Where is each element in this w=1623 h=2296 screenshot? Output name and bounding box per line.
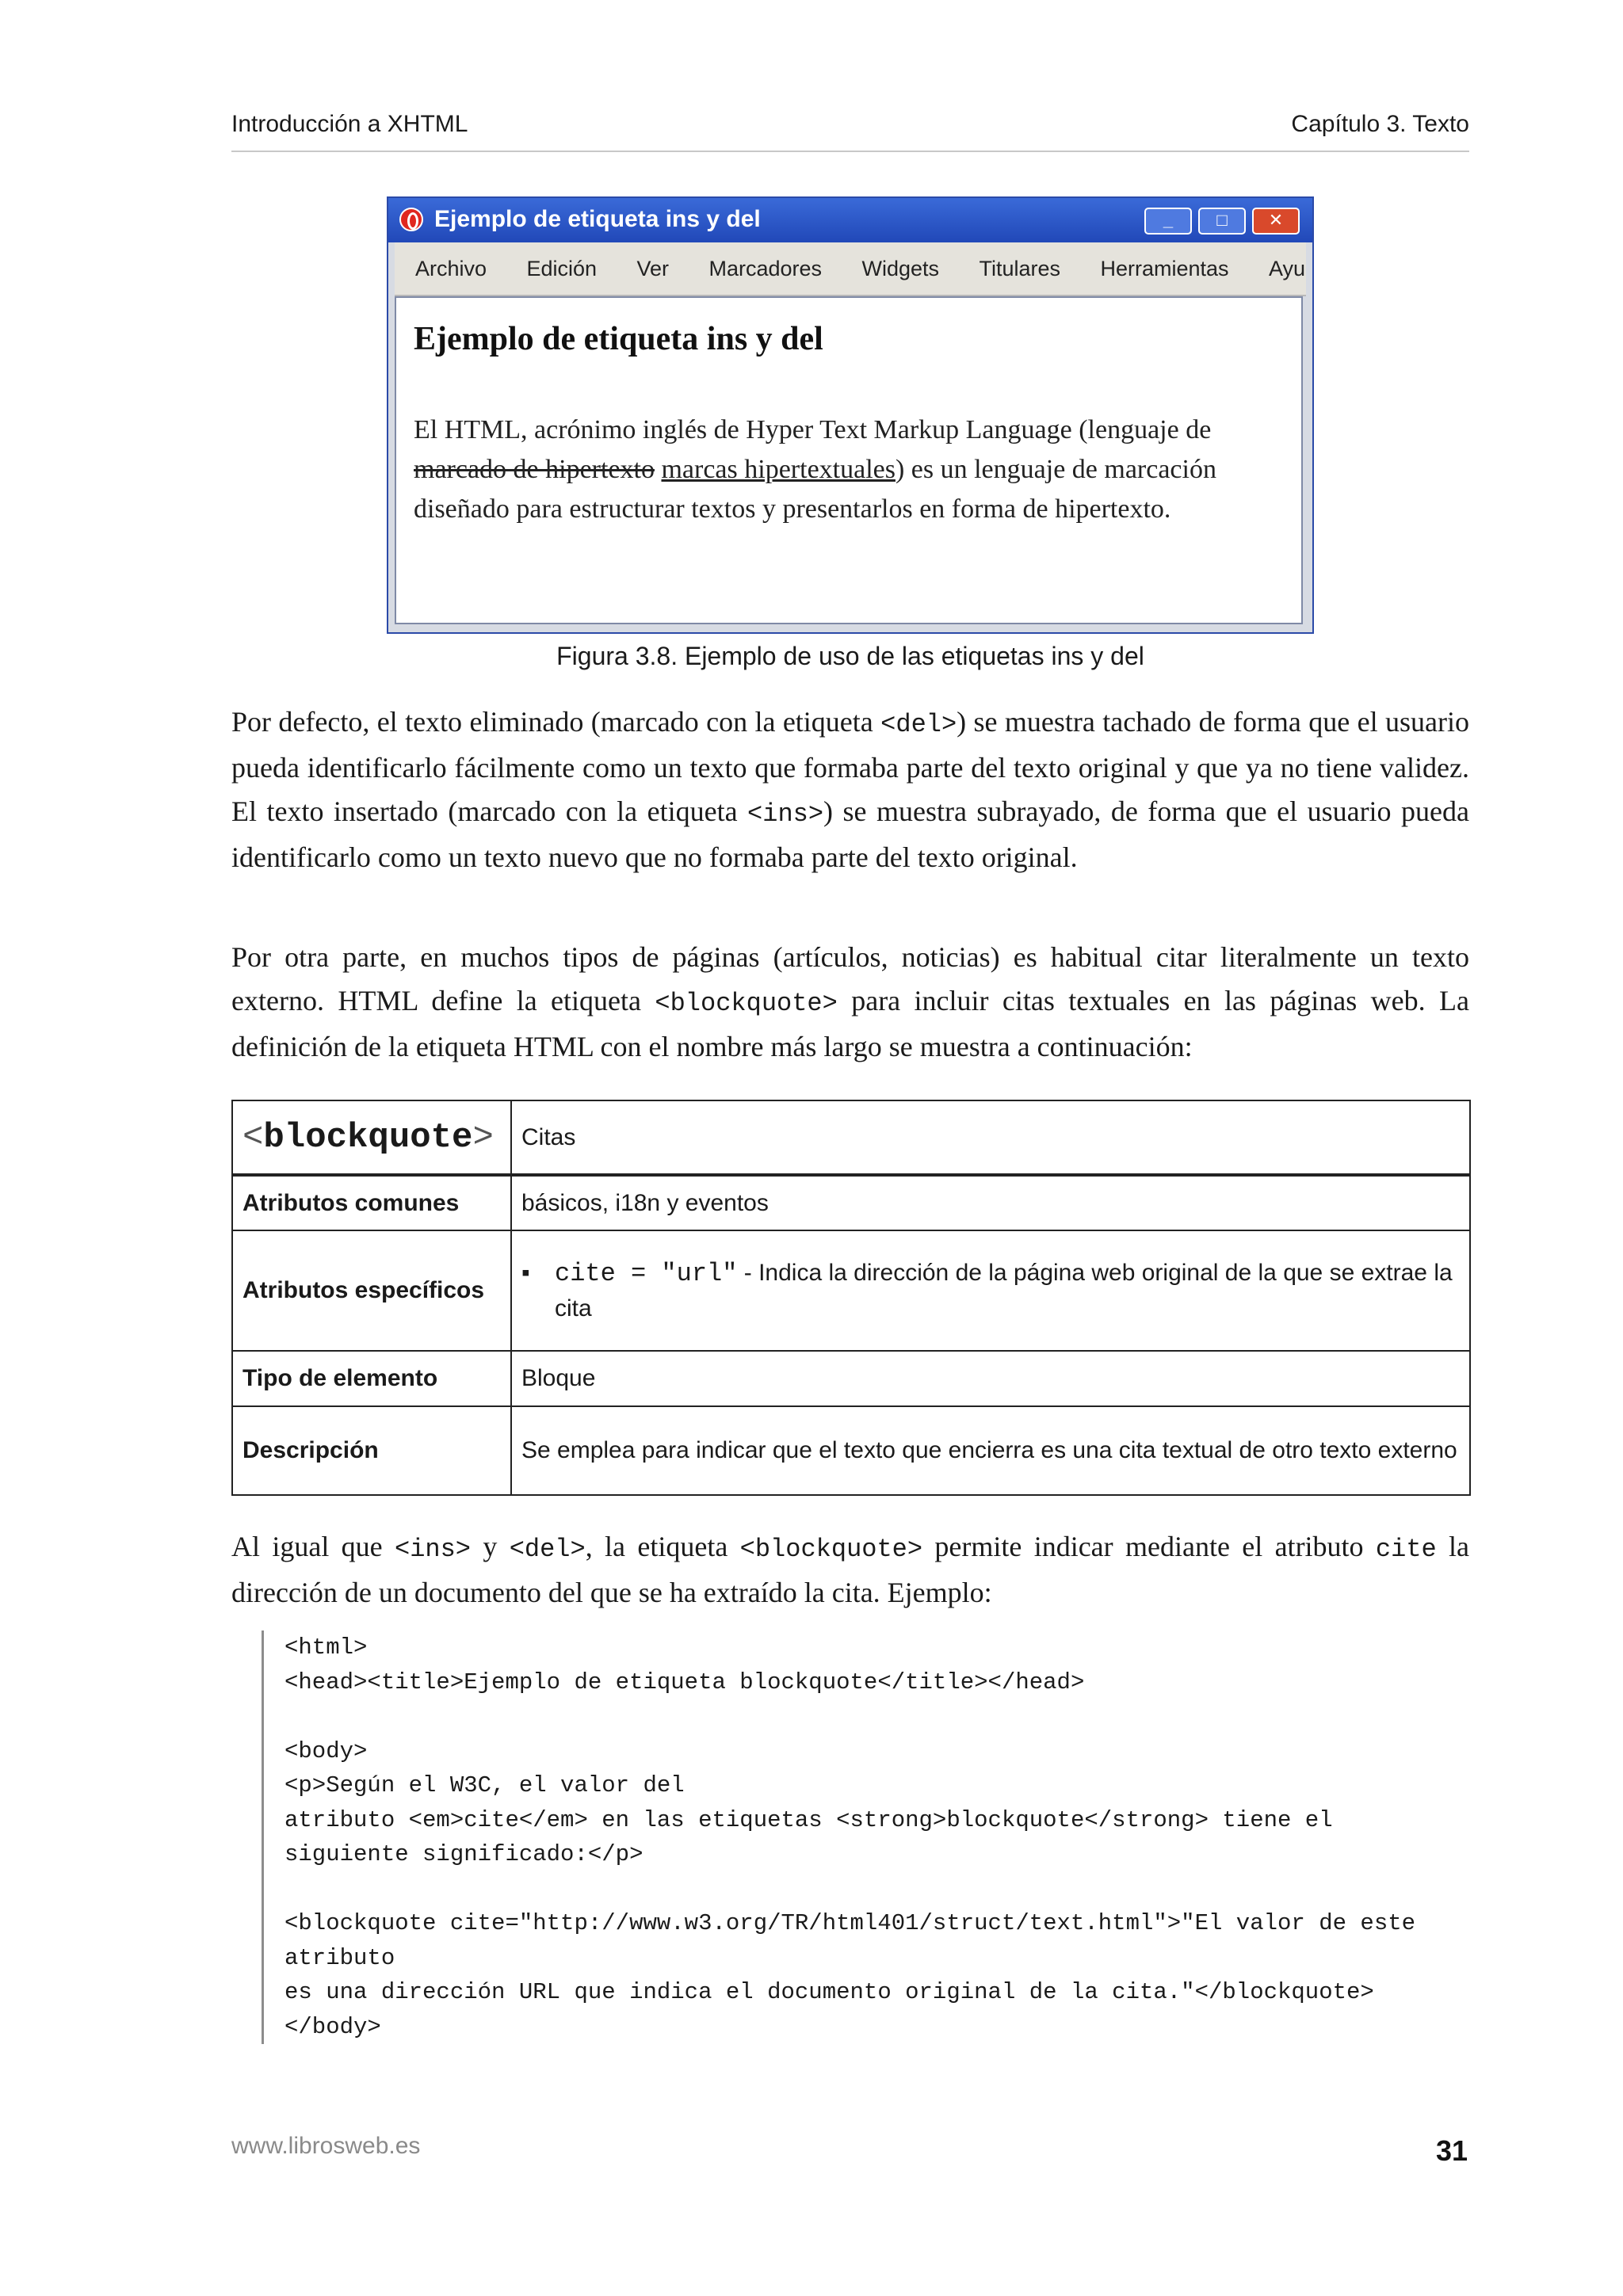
table-key: Descripción xyxy=(232,1406,511,1495)
minimize-icon[interactable]: _ xyxy=(1144,208,1192,235)
code-del: <del> xyxy=(509,1535,586,1564)
table-value: Bloque xyxy=(511,1351,1470,1406)
tag-bracket: > xyxy=(472,1117,494,1158)
text: para incluir citas textuales en las páginas web. La definición de la etiqueta HTML con el nombre más largo se muestra a continuación: xyxy=(231,985,1469,1062)
inserted-text[interactable]: marcas hipertextuales xyxy=(661,455,896,484)
opera-logo-icon xyxy=(399,208,423,231)
chapter-title: Capítulo 3. Texto xyxy=(1291,111,1469,137)
paragraph-default-rendering xyxy=(231,700,1469,879)
text: y xyxy=(471,1531,510,1562)
menu-widgets[interactable]: Widgets xyxy=(861,257,940,280)
menu-edicion[interactable]: Edición xyxy=(526,257,598,280)
window-title: Ejemplo de etiqueta ins y del xyxy=(434,206,761,232)
code-line: </body> xyxy=(285,2013,381,2040)
attr-code: cite = "url" xyxy=(555,1258,738,1288)
code-del: <del> xyxy=(880,710,957,739)
code-line: <blockquote cite="http://www.w3.org/TR/html401/struct/text.html">"El valor de este xyxy=(285,1910,1416,1936)
tag-desc-cell: Citas xyxy=(511,1100,1470,1175)
menu-bar xyxy=(395,242,1306,296)
text: ) se muestra tachado de forma que el usuario pueda identificarlo fácilmente como un texto que formaba parte del texto original y que ya no tiene validez. El texto insertado (marcado con la etiqueta xyxy=(231,706,1469,827)
code-ins: <ins> xyxy=(394,1535,471,1564)
text: Al igual que xyxy=(231,1531,395,1562)
code-line: <html> xyxy=(285,1634,368,1661)
bullet-icon: ▪ xyxy=(521,1259,530,1286)
code-line: atributo xyxy=(285,1944,395,1971)
code-line: siguiente significado:</p> xyxy=(285,1841,643,1867)
table-row xyxy=(232,1351,1470,1406)
figure-text-before: El HTML, acrónimo inglés de Hyper Text Markup Language (lenguaje de xyxy=(414,415,1212,444)
table-value xyxy=(511,1230,1470,1351)
blockquote-reference-table xyxy=(231,1100,1471,1496)
table-key: Tipo de elemento xyxy=(232,1351,511,1406)
text: Por otra parte, en muchos tipos de páginas (artículos, noticias) es habitual citar literalmente un texto externo. HTML define la etiqueta xyxy=(231,941,1469,1016)
running-header xyxy=(231,111,1469,152)
figure-heading: Ejemplo de etiqueta ins y del xyxy=(414,321,823,357)
book-title: Introducción a XHTML xyxy=(231,111,468,137)
code-line: <body> xyxy=(285,1737,368,1764)
code-line: es una dirección URL que indica el documento original de la cita."</blockquote> xyxy=(285,1979,1374,2005)
maximize-icon[interactable]: □ xyxy=(1198,208,1246,235)
text: la dirección de un documento del que se ha extraído la cita. Ejemplo: xyxy=(231,1531,1470,1608)
menu-herramientas[interactable]: Herramientas xyxy=(1100,257,1229,280)
footer-url[interactable]: www.librosweb.es xyxy=(231,2133,421,2159)
figure-paragraph xyxy=(414,410,1293,529)
menu-ver[interactable]: Ver xyxy=(636,257,670,280)
code-line: <p>Según el W3C, el valor del xyxy=(285,1772,685,1798)
code-ins: <ins> xyxy=(747,799,824,829)
figure-caption: Figura 3.8. Ejemplo de uso de las etiquetas ins y del xyxy=(556,642,1144,670)
code-line: <head><title>Ejemplo de etiqueta blockquote</title></head> xyxy=(285,1669,1085,1695)
code-blockquote: <blockquote> xyxy=(655,989,838,1018)
window-titlebar xyxy=(388,198,1312,242)
figure-text-after: ) es un lenguaje de marcación diseñado para estructurar textos y presentarlos en forma de hipertexto. xyxy=(414,455,1216,524)
attr-description: - Indica la dirección de la página web original de la que se extrae la cita xyxy=(555,1259,1453,1322)
table-key: Atributos específicos xyxy=(232,1230,511,1351)
table-key: Atributos comunes xyxy=(232,1175,511,1230)
menu-archivo[interactable]: Archivo xyxy=(415,257,487,280)
table-row xyxy=(232,1100,1470,1175)
table-value: básicos, i18n y eventos xyxy=(511,1175,1470,1230)
table-row xyxy=(232,1175,1470,1230)
text: permite indicar mediante el atributo xyxy=(922,1531,1376,1562)
code-blockquote: <blockquote> xyxy=(739,1535,923,1564)
deleted-text: marcado de hipertexto xyxy=(414,455,655,484)
table-row xyxy=(232,1230,1470,1351)
text: ) se muestra subrayado, de forma que el usuario pueda identificarlo como un texto nuevo que no formaba parte del texto original. xyxy=(231,795,1469,873)
table-value: Se emplea para indicar que el texto que encierra es una cita textual de otro texto externo xyxy=(511,1406,1470,1495)
tag-name-cell xyxy=(232,1100,511,1175)
browser-window-figure xyxy=(387,196,1314,634)
menu-marcadores[interactable]: Marcadores xyxy=(708,257,823,280)
text: , la etiqueta xyxy=(585,1531,740,1562)
browser-content xyxy=(395,296,1303,624)
text: Por defecto, el texto eliminado (marcado con la etiqueta xyxy=(231,706,881,738)
menu-ayuda[interactable]: Ayu xyxy=(1269,257,1306,280)
code-cite: cite xyxy=(1375,1535,1437,1564)
menu-titulares[interactable]: Titulares xyxy=(979,257,1061,280)
code-line: atributo <em>cite</em> en las etiquetas <strong>blockquote</strong> tiene el xyxy=(285,1806,1333,1833)
close-icon[interactable]: ✕ xyxy=(1252,208,1300,235)
code-example xyxy=(262,1630,1489,2044)
table-row xyxy=(232,1406,1470,1495)
tag-bracket: < xyxy=(242,1117,264,1158)
attr-text xyxy=(555,1256,1460,1326)
list-item xyxy=(521,1256,1460,1326)
page-number: 31 xyxy=(1435,2134,1468,2167)
paragraph-blockquote-intro xyxy=(231,936,1469,1069)
paragraph-cite-attribute xyxy=(231,1525,1469,1615)
tag-name: blockquote xyxy=(263,1117,473,1158)
